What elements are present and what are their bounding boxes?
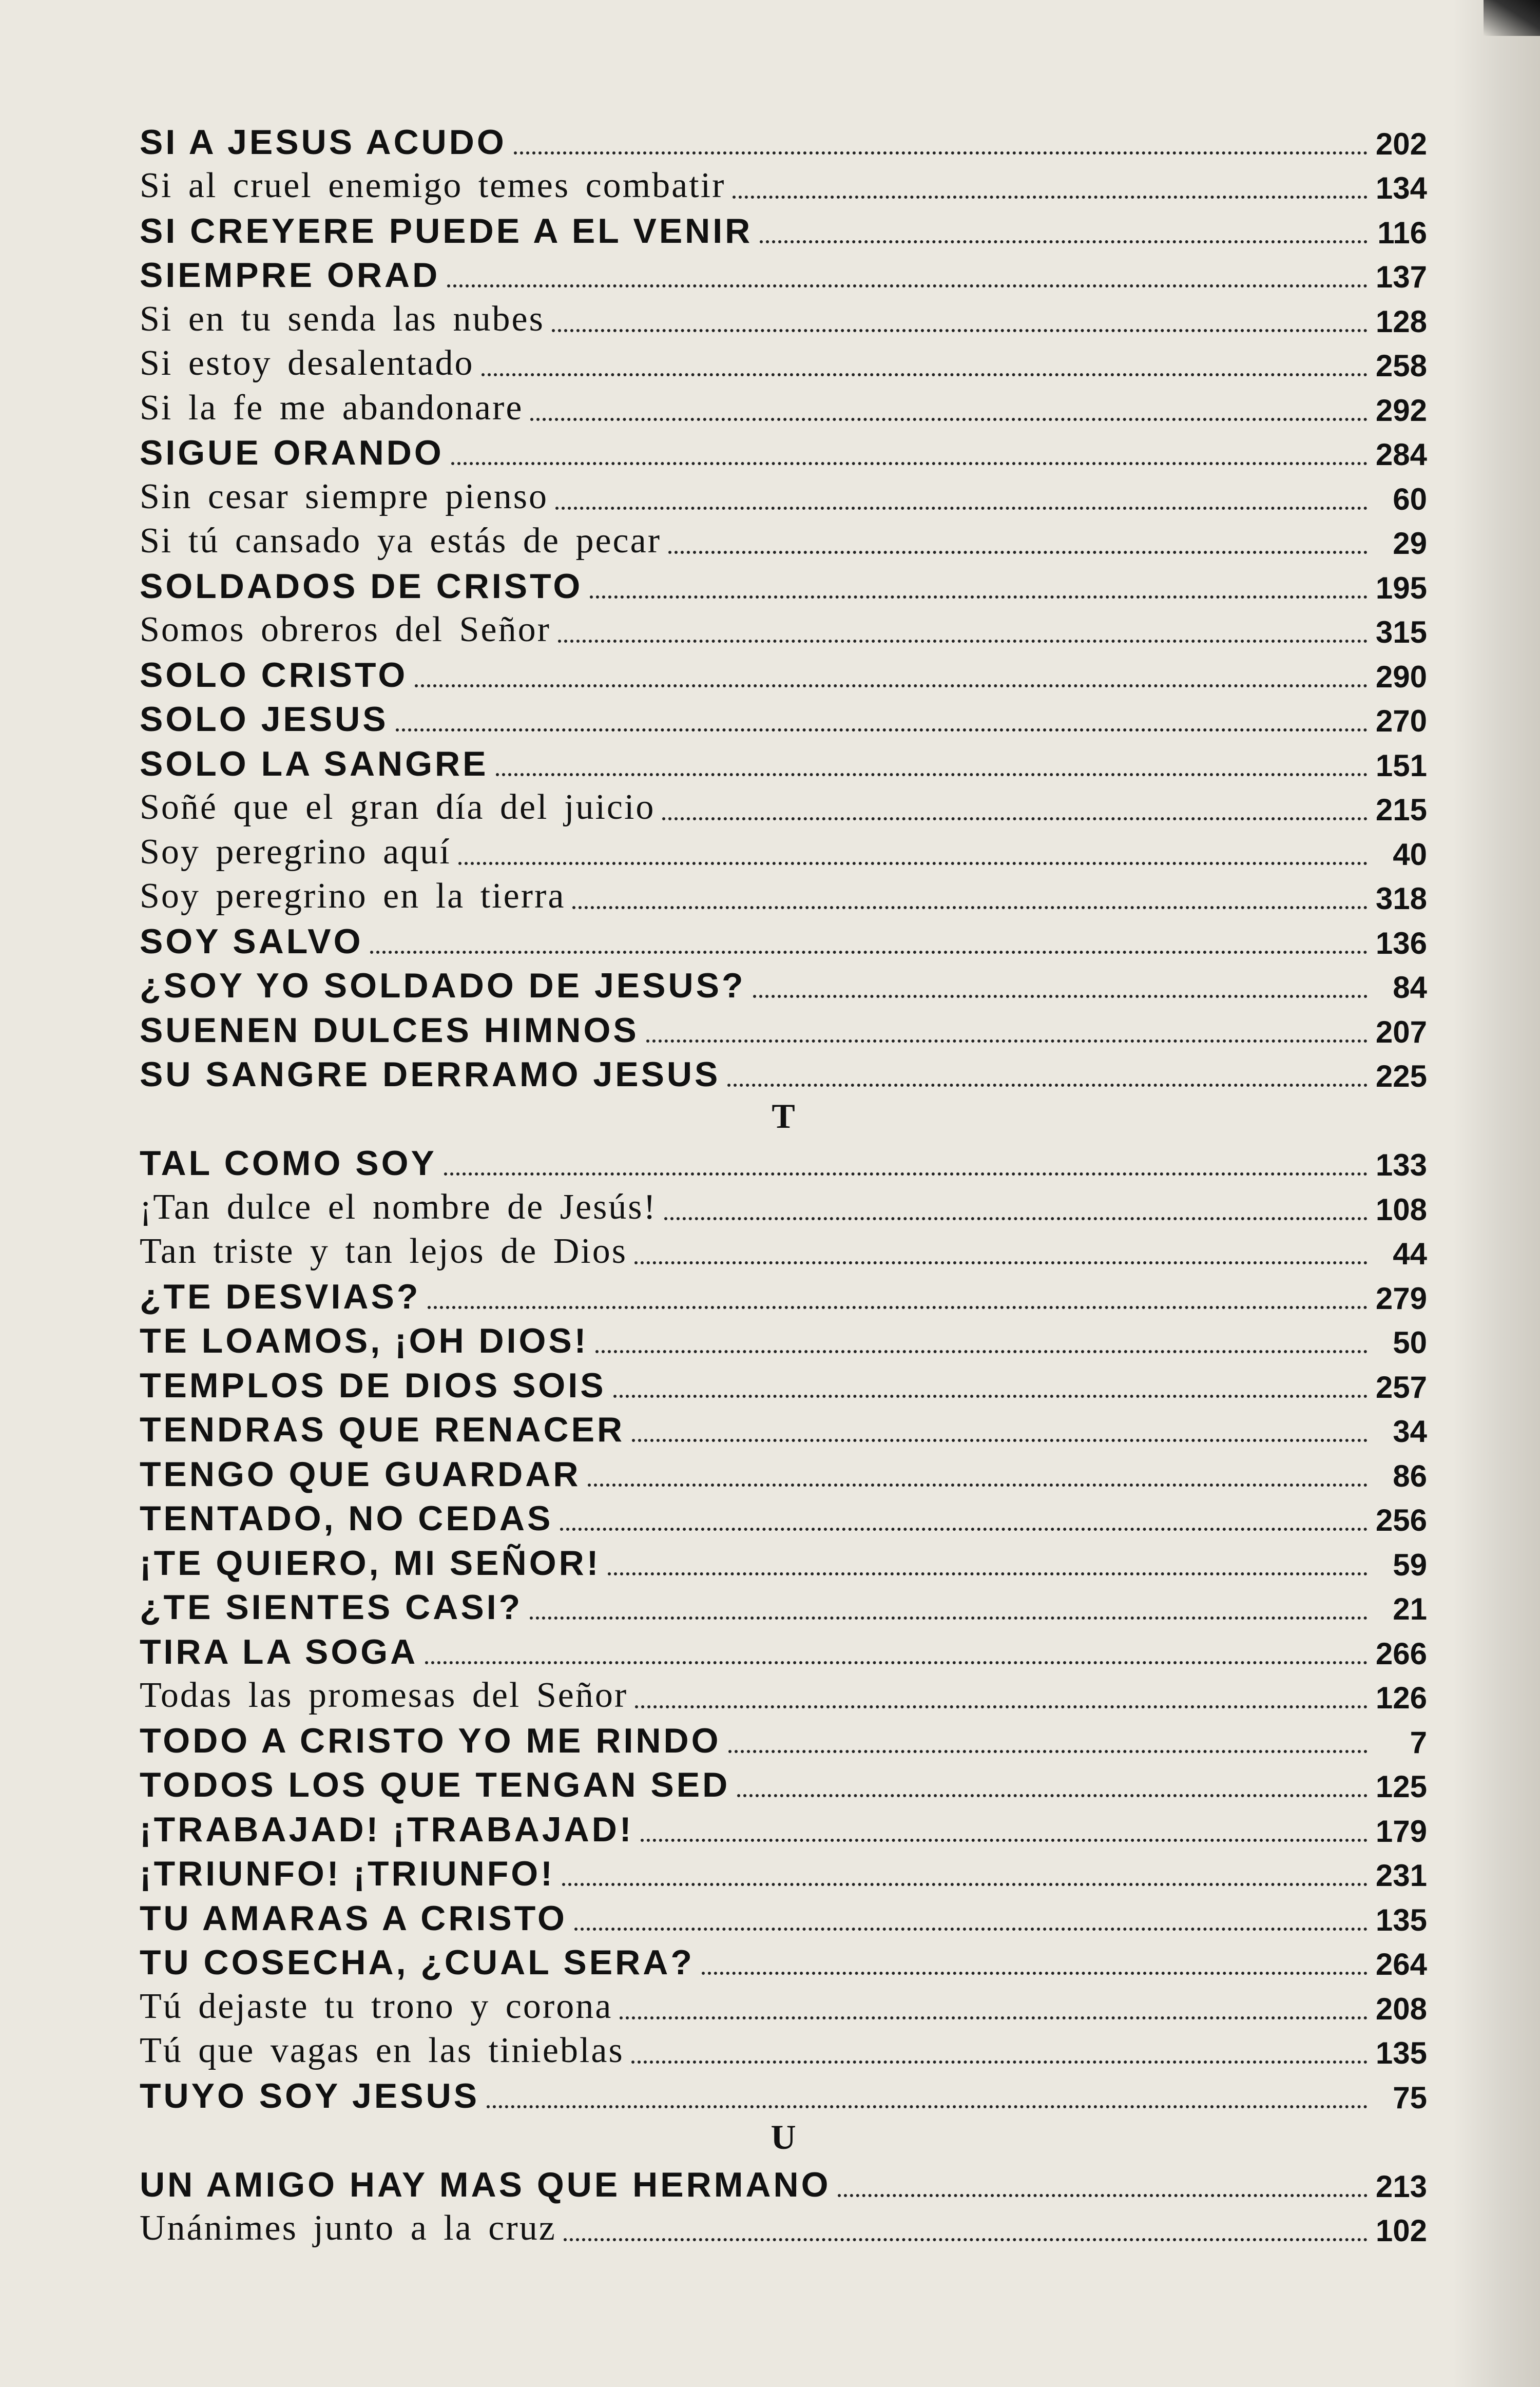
dot-leader [702, 1972, 1368, 1975]
corner-shadow [1484, 0, 1540, 36]
entry-page-number: 7 [1410, 1725, 1427, 1760]
dot-leader [451, 462, 1368, 465]
index-entry [140, 1051, 1427, 1095]
index-entry [140, 1273, 1427, 1317]
dot-leader [574, 1928, 1368, 1931]
entry-title: SUENEN DULCES HIMNOS [140, 1010, 639, 1050]
dot-leader [737, 1794, 1368, 1797]
dot-leader [838, 2194, 1368, 2197]
entry-title: Soy peregrino en la tierra [140, 876, 566, 916]
entry-title: SOLO JESUS [140, 700, 389, 739]
entry-title: Tan triste y tan lejos de Dios [140, 1231, 627, 1271]
entry-page-number: 179 [1375, 1814, 1427, 1849]
entry-title: Si en tu senda las nubes [140, 299, 545, 339]
entry-title: TENGO QUE GUARDAR [140, 1454, 581, 1494]
dot-leader [487, 2105, 1368, 2108]
dot-leader [425, 1661, 1368, 1664]
dot-leader [428, 1306, 1368, 1309]
entry-title: TIRA LA SOGA [140, 1632, 418, 1671]
entry-title: Soñé que el gran día del juicio [140, 787, 656, 827]
entry-page-number: 207 [1375, 1014, 1427, 1049]
entry-page-number: 86 [1393, 1458, 1427, 1493]
entry-page-number: 136 [1375, 926, 1427, 960]
entry-title: TU AMARAS A CRISTO [140, 1898, 567, 1938]
dot-leader [590, 595, 1368, 599]
entry-page-number: 195 [1375, 570, 1427, 605]
hymn-index-list [140, 118, 1427, 2249]
entry-title: TU COSECHA, ¿CUAL SERA? [140, 1943, 695, 1982]
index-entry [140, 1140, 1427, 1184]
index-entry [140, 340, 1427, 385]
entry-title: SI A JESUS ACUDO [140, 122, 507, 162]
entry-title: Tú dejaste tu trono y corona [140, 1986, 613, 2026]
entry-title: TODO A CRISTO YO ME RINDO [140, 1721, 721, 1760]
entry-title: Somos obreros del Señor [140, 610, 551, 649]
entry-page-number: 151 [1375, 748, 1427, 783]
entry-page-number: 231 [1375, 1858, 1427, 1893]
index-entry [140, 2205, 1427, 2250]
entry-page-number: 292 [1375, 393, 1427, 428]
index-entry [140, 2028, 1427, 2072]
entry-page-number: 215 [1375, 793, 1427, 827]
entry-page-number: 59 [1393, 1547, 1427, 1582]
index-entry [140, 696, 1427, 740]
dot-leader [560, 1528, 1368, 1531]
entry-page-number: 258 [1375, 349, 1427, 383]
entry-page-number: 202 [1375, 126, 1427, 161]
entry-page-number: 29 [1393, 526, 1427, 561]
dot-leader [458, 862, 1368, 865]
dot-leader [514, 151, 1368, 155]
entry-title: ¿TE DESVIAS? [140, 1277, 421, 1316]
entry-page-number: 135 [1375, 1902, 1427, 1937]
index-entry [140, 1539, 1427, 1584]
entry-page-number: 270 [1375, 704, 1427, 738]
index-entry [140, 207, 1427, 252]
entry-page-number: 128 [1375, 304, 1427, 339]
index-entry [140, 1672, 1427, 1717]
entry-page-number: 225 [1375, 1059, 1427, 1093]
index-entry [140, 1894, 1427, 1939]
index-entry [140, 1850, 1427, 1895]
index-entry [140, 118, 1427, 163]
dot-leader [595, 1350, 1368, 1353]
index-entry [140, 1584, 1427, 1628]
index-entry [140, 1717, 1427, 1761]
index-entry [140, 562, 1427, 607]
entry-title: Si al cruel enemigo temes combatir [140, 166, 726, 205]
index-entry [140, 2161, 1427, 2205]
entry-title: ¡Tan dulce el nombre de Jesús! [140, 1187, 657, 1227]
index-entry [140, 1983, 1427, 2028]
entry-page-number: 125 [1375, 1769, 1427, 1804]
index-entry [140, 1495, 1427, 1539]
entry-page-number: 264 [1375, 1947, 1427, 1981]
index-entry [140, 1184, 1427, 1228]
dot-leader [727, 1084, 1368, 1087]
index-entry [140, 1361, 1427, 1406]
entry-page-number: 318 [1375, 881, 1427, 916]
entry-page-number: 84 [1393, 970, 1427, 1005]
entry-title: SI CREYERE PUEDE A EL VENIR [140, 211, 753, 251]
entry-page-number: 284 [1375, 437, 1427, 472]
entry-title: ¿TE SIENTES CASI? [140, 1588, 523, 1627]
entry-title: SOLDADOS DE CRISTO [140, 566, 583, 606]
entry-title: SIGUE ORANDO [140, 433, 444, 472]
dot-leader [558, 640, 1368, 643]
entry-page-number: 290 [1375, 659, 1427, 694]
dot-leader [444, 1172, 1368, 1176]
entry-title: TENDRAS QUE RENACER [140, 1410, 625, 1449]
dot-leader [530, 418, 1368, 421]
index-entry [140, 607, 1427, 651]
entry-title: SOLO CRISTO [140, 655, 408, 695]
dot-leader [632, 1439, 1368, 1442]
entry-page-number: 266 [1375, 1636, 1427, 1671]
index-entry [140, 917, 1427, 962]
dot-leader [415, 684, 1368, 687]
dot-leader [733, 196, 1368, 199]
entry-title: Soy peregrino aquí [140, 832, 451, 872]
entry-title: Todas las promesas del Señor [140, 1676, 628, 1715]
dot-leader [613, 1395, 1368, 1398]
dot-leader [664, 1217, 1368, 1220]
dot-leader [631, 2061, 1368, 2064]
entry-page-number: 134 [1375, 171, 1427, 205]
entry-title: SIEMPRE ORAD [140, 256, 440, 295]
entry-page-number: 208 [1375, 1991, 1427, 2026]
entry-page-number: 279 [1375, 1281, 1427, 1316]
index-entry [140, 740, 1427, 784]
entry-title: ¡TE QUIERO, MI SEÑOR! [140, 1543, 601, 1583]
entry-page-number: 133 [1375, 1148, 1427, 1182]
index-entry [140, 784, 1427, 829]
entry-title: TUYO SOY JESUS [140, 2076, 480, 2115]
dot-leader [555, 507, 1368, 510]
dot-leader [668, 551, 1368, 554]
entry-title: SU SANGRE DERRAMO JESUS [140, 1055, 721, 1094]
section-letter-heading: U [771, 2118, 796, 2157]
entry-title: ¿SOY YO SOLDADO DE JESUS? [140, 966, 746, 1005]
index-entry [140, 1939, 1427, 1984]
entry-title: Si tú cansado ya estás de pecar [140, 521, 662, 561]
entry-title: ¡TRIUNFO! ¡TRIUNFO! [140, 1854, 555, 1893]
index-entry [140, 2072, 1427, 2116]
index-entry [140, 296, 1427, 340]
entry-page-number: 213 [1375, 2169, 1427, 2204]
dot-leader [496, 773, 1368, 776]
dot-leader [447, 284, 1368, 287]
entry-page-number: 40 [1393, 837, 1427, 872]
entry-page-number: 257 [1375, 1370, 1427, 1404]
index-entry [140, 962, 1427, 1007]
dot-leader [530, 1616, 1368, 1620]
entry-page-number: 75 [1393, 2080, 1427, 2115]
index-entry [140, 473, 1427, 518]
dot-leader [608, 1572, 1368, 1575]
entry-title: ¡TRABAJAD! ¡TRABAJAD! [140, 1810, 634, 1849]
entry-title: Si la fe me abandonare [140, 388, 524, 428]
dot-leader [572, 906, 1368, 909]
entry-page-number: 108 [1375, 1192, 1427, 1227]
dot-leader [370, 951, 1368, 954]
index-entry [140, 1628, 1427, 1672]
index-entry [140, 651, 1427, 696]
index-entry [140, 384, 1427, 429]
dot-leader [662, 817, 1368, 820]
dot-leader [728, 1750, 1368, 1753]
entry-title: TODOS LOS QUE TENGAN SED [140, 1765, 730, 1804]
entry-title: TAL COMO SOY [140, 1144, 437, 1183]
index-entry [140, 1228, 1427, 1273]
dot-leader [753, 995, 1368, 998]
dot-leader [620, 2016, 1368, 2019]
entry-title: SOY SALVO [140, 921, 363, 961]
index-entry [140, 1450, 1427, 1495]
page-edge-shadow [1453, 0, 1540, 2387]
entry-title: TENTADO, NO CEDAS [140, 1499, 553, 1538]
entry-page-number: 21 [1393, 1592, 1427, 1626]
entry-page-number: 256 [1375, 1503, 1427, 1537]
dot-leader [634, 1261, 1368, 1264]
dot-leader [641, 1839, 1368, 1842]
entry-page-number: 44 [1393, 1237, 1427, 1271]
entry-title: SOLO LA SANGRE [140, 744, 489, 783]
entry-title: Unánimes junto a la cruz [140, 2208, 556, 2248]
index-entry [140, 873, 1427, 918]
dot-leader [396, 728, 1368, 732]
index-entry [140, 429, 1427, 474]
entry-title: TE LOAMOS, ¡OH DIOS! [140, 1321, 589, 1360]
index-entry [140, 1006, 1427, 1051]
entry-page-number: 137 [1375, 260, 1427, 294]
entry-title: UN AMIGO HAY MAS QUE HERMANO [140, 2165, 831, 2204]
dot-leader [635, 1705, 1368, 1708]
index-entry [140, 518, 1427, 563]
index-entry [140, 1406, 1427, 1451]
entry-title: Si estoy desalentado [140, 343, 474, 383]
dot-leader [588, 1484, 1368, 1487]
entry-page-number: 60 [1393, 482, 1427, 516]
entry-page-number: 102 [1375, 2213, 1427, 2248]
dot-leader [564, 2238, 1368, 2241]
index-entry [140, 163, 1427, 207]
index-entry [140, 252, 1427, 296]
entry-page-number: 135 [1375, 2036, 1427, 2070]
entry-page-number: 126 [1375, 1681, 1427, 1715]
entry-title: Sin cesar siempre pienso [140, 476, 548, 516]
dot-leader [760, 240, 1368, 243]
entry-title: Tú que vagas en las tinieblas [140, 2031, 624, 2070]
dot-leader [552, 329, 1368, 332]
index-entry [140, 829, 1427, 873]
entry-title: TEMPLOS DE DIOS SOIS [140, 1365, 606, 1405]
entry-page-number: 34 [1393, 1414, 1427, 1449]
section-letter-heading: T [772, 1096, 795, 1135]
dot-leader [482, 373, 1368, 376]
dot-leader [562, 1883, 1368, 1886]
dot-leader [646, 1040, 1368, 1043]
index-entry [140, 1805, 1427, 1850]
index-entry [140, 1317, 1427, 1362]
index-entry [140, 1761, 1427, 1806]
entry-page-number: 315 [1375, 615, 1427, 649]
entry-page-number: 50 [1393, 1325, 1427, 1360]
entry-page-number: 116 [1377, 215, 1427, 250]
